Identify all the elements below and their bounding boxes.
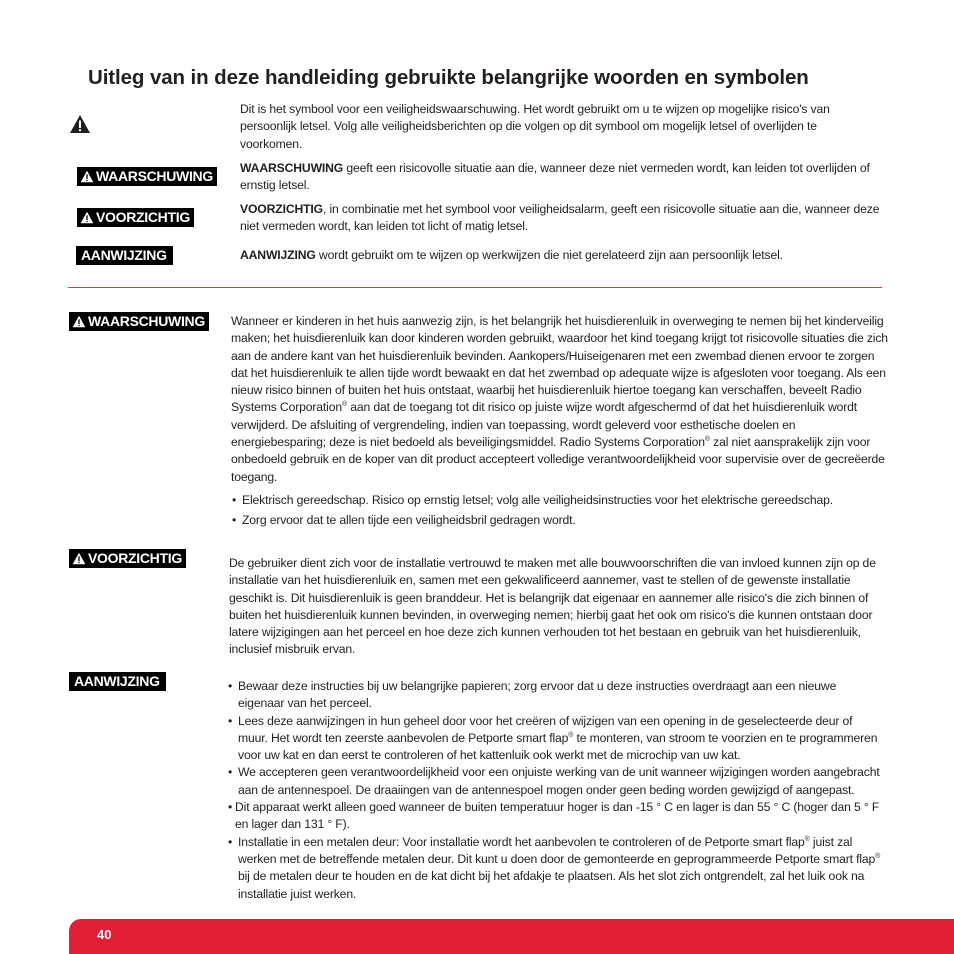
caution-text: , in combinatie met het symbool voor veiligheidsalarm, geeft een risicovolle situatie aan die, wanneer deze niet vermeden wordt, kan leiden tot licht of matig letsel. [240, 202, 880, 234]
notice-item-text: Installatie in een metalen deur: Voor installatie wordt het aanbevolen te controleren of de Petporte smart flap [238, 834, 805, 849]
notice-bullet-list [228, 678, 884, 903]
list-item [228, 834, 884, 903]
caution-section-text: De gebruiker dient zich voor de installatie vertrouwd te maken met alle bouwvoorschriften die van invloed kunnen zijn op de installatie van het huisdierenluik en, samen met een gekwalificeerd aannemer, vast te stellen of de gewenste installatie geschikt is. Dit huisdierenluik is geen branddeur. Het is belangrijk dat eigenaar en aannemer alle risico's die zich binnen of buiten het huisdierenluik kunnen bevinden, in overweging nemen; hierbij gaat het ook om risico's die kunnen ontstaan door latere wijzigingen aan het perceel en hoe deze zich kunnen verhouden tot het bestaan en gebruik van het huisdierenluik, inclusief misbruik ervan. [229, 556, 876, 657]
notice-item-text: Bewaar deze instructies bij uw belangrijke papieren; zorg ervoor dat u deze instructies overdraagt aan een nieuwe eigenaar van het perceel. [238, 679, 837, 711]
warning-paragraph-part-1: Wanneer er kinderen in het huis aanwezig zijn, is het belangrijk het huisdierenluik in overweging te nemen bij het kinderveilig maken; het huisdierenluik kan door kinderen worden gebruikt, waardoor het kind toegang krijgt tot risicovolle situaties die zich aan de andere kant van het huisdierenluik bevinden. Aankopers/Huiseigenaren met een zwembad dienen ervoor te zorgen dat het huisdierenluik te allen tijde wordt bewaakt en dat het zwembad op adequate wijze is afgesloten voor toegang. Als een nieuw risico binnen of buiten het huis ontstaat, waarbij het huisdierenluik hiertoe toegang kan verschaffen, beveelt Radio Systems Corporation [231, 314, 888, 415]
warning-paragraph-part-3: zal niet aansprakelijk zijn voor onbedoeld gebruik en de koper van dit product accepteert volledige verantwoordelijkheid voor supervisie over de gecreëerde toegang. [231, 435, 885, 484]
notice-item-text: te monteren, van stroom te voorzien en te programmeren voor uw kat en dan eerst te controleren of het kattenluik ook werkt met de microchip van uw kat. [238, 730, 878, 763]
notice-term: AANWIJZING [240, 248, 316, 262]
warning-paragraph-part-2: aan dat de toegang tot dit risico op juiste wijze wordt afgeschermd of dat het huisdierenluik wordt verwijderd. De afsluiting of vergrendeling, indien van toepassing, wordt geleverd voor esthetische doelen en energiebesparing; deze is niet bedoeld als beveiligingsmiddel. Radio Systems Corporation [231, 400, 858, 450]
notice-badge [76, 246, 173, 265]
list-item [228, 678, 884, 713]
caution-badge-label: VOORZICHTIG [96, 209, 190, 225]
warning-triangle-icon [72, 552, 86, 565]
caution-description [240, 201, 880, 236]
list-item: • Elektrisch gereedschap. Risico op ernstig letsel; volg alle veiligheidsinstructies voor het elektrische gereedschap. [232, 492, 892, 509]
warning-section-badge-label: WAARSCHUWING [88, 313, 205, 329]
registered-mark: ® [704, 436, 710, 444]
symbol-description: Dit is het symbool voor een veiligheidswaarschuwing. Het wordt gebruikt om u te wijzen op mogelijke risico's van persoonlijk letsel. Volg alle veiligheidsberichten op die volgen op dit symbool om mogelijk letsel of overlijden te voorkomen. [240, 102, 830, 151]
warning-description [240, 160, 880, 195]
notice-item-text: juist zal werken met de betreffende metalen deur. Dit kunt u doen door de gemonteerde en geprogrammeerde Petporte smart flap [238, 834, 876, 866]
caution-badge [77, 208, 194, 227]
warning-triangle-icon [80, 170, 94, 183]
notice-item-text: We accepteren geen verantwoordelijkheid voor een onjuiste werking van de unit wanneer wijzigingen worden aangebracht aan de antennespoel. De draaiingen van de antennespoel mogen onder geen beding worden gewijzigd of aangepast. [238, 765, 880, 797]
footer-bar [69, 919, 954, 954]
notice-badge-label: AANWIJZING [81, 247, 167, 263]
warning-section-text [231, 313, 891, 486]
registered-mark: ® [875, 852, 881, 860]
list-item [228, 764, 884, 799]
notice-description [240, 247, 880, 264]
registered-mark: ® [568, 731, 574, 739]
section-divider [68, 287, 882, 288]
notice-text: wordt gebruikt om te wijzen op werkwijzen die niet gerelateerd zijn aan persoonlijk letsel. [315, 248, 783, 262]
warning-term: WAARSCHUWING [240, 161, 344, 175]
notice-section-badge-label: AANWIJZING [74, 673, 160, 689]
caution-term: VOORZICHTIG [240, 202, 323, 216]
list-item [228, 713, 884, 765]
notice-item-text: bij de metalen deur te houden en de kat dicht bij het afdakje te plaatsen. Als het slot zich ontgrendelt, zal het luik ook na installatie juist werken. [238, 869, 865, 901]
notice-section-badge [69, 672, 166, 691]
notice-item-text: Lees deze aanwijzingen in hun geheel door voor het creëren of wijzigen van een opening in de geselecteerde deur of muur. Het wordt ten zeerste aanbevolen de Petporte smart flap [238, 713, 853, 745]
warning-triangle-icon [80, 211, 94, 224]
page-number: 40 [97, 927, 112, 942]
warning-triangle-icon [72, 315, 86, 328]
warning-bullet-list [232, 492, 892, 530]
caution-section-badge [69, 549, 186, 568]
warning-badge-label: WAARSCHUWING [96, 168, 213, 184]
list-item [228, 799, 884, 834]
warning-badge [77, 167, 217, 186]
caution-section-badge-label: VOORZICHTIG [88, 550, 182, 566]
page-title: Uitleg van in deze handleiding gebruikte belangrijke woorden en symbolen [88, 66, 809, 89]
list-item: • Zorg ervoor dat te allen tijde een veiligheidsbril gedragen wordt. [232, 512, 892, 529]
warning-section-badge [69, 312, 209, 331]
warning-text: geeft een risicovolle situatie aan die, wanneer deze niet vermeden wordt, kan leiden tot overlijden of ernstig letsel. [240, 161, 870, 193]
registered-mark: ® [804, 835, 810, 843]
notice-item-text: Dit apparaat werkt alleen goed wanneer de buiten temperatuur hoger is dan -15 ° C en lager is dan 55 ° C (hoger dan 5 ° F en lager dan 131 ° F). [235, 800, 880, 832]
registered-mark: ® [341, 401, 347, 409]
warning-triangle-icon [69, 114, 91, 134]
